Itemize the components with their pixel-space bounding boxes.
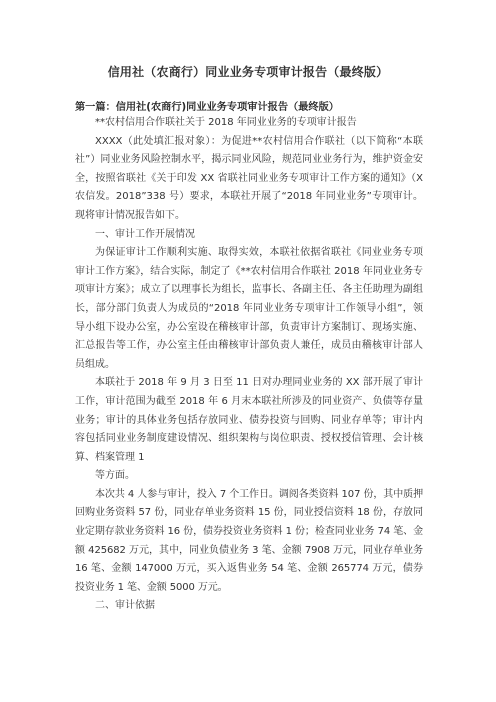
paragraph-audit-scope: 本联社于 2018 年 9 月 3 日至 11 日对办理同业业务的 XX 部开展了审计工作，审计范围为截至 2018 年 6 月末本联社所涉及的同业资产、负债等存量业务；审计的具体业务包括存放同业、债券投资与回购、同业存单等；审计内容包括同业业务制度建设情况、组织架构与岗位职责、授权授信管理、会计核算、档案管理 1 [75,377,423,463]
paragraph-audit-statistics: 本次共 4 人参与审计，投入 7 个工作日。调阅各类资料 107 份，其中质押回购业务资料 57 份，同业存单业务资料 15 份，同业授信资料 18 份，存放同业定期存款业务资料 16 份，债券投资业务资料 1 份；检查同业业务 74 笔、金额 425682 万元，其中，同业负债业务 3 笔、金额 7908 万元，同业存单业务 16 笔、金额 147000 万元，买入返售业务 54 笔、金额 265774 万元，债券投资业务 1 笔、金额 5000 万元。 [75,488,423,593]
paragraph-work-plan: 为保证审计工作顺利实施、取得实效，本联社依据省联社《同业业务专项审计工作方案》，结合实际，制定了《**农村信用合作联社 2018 年同业业务专项审计方案》；成立了以理事长为组长，监事长、各副主任、各主任助理为副组长，部分部门负责人为成员的“2018 年同业业务专项审计工作领导小组”，领导小组下设办公室，办公室设在稽核审计部，负责审计方案制订、现场实施、汇总报告等工作，办公室主任由稽核审计部负责人兼任，成员由稽核审计部人员组成。 [75,247,423,370]
report-subtitle: **农村信用合作联社关于 2018 年同业业务的专项审计报告 [95,117,357,128]
paragraph-intro: XXXX（此处填汇报对象）：为促进**农村信用合作联社（以下简称“本联社”）同业业务风险控制水平，揭示同业风险，规范同业业务行为，维护资金安全，按照省联社《关于印发 XX 省联社同业业务专项审计工作方案的通知》（X 农信发。2018”338 号）要求，本联社开展了“2018 年同业业务”专项审计。现将审计情况报告如下。 [75,135,423,221]
chapter-heading: 第一篇：信用社(农商行)同业业务专项审计报告（最终版） [75,102,339,113]
paragraph-scope-continued: 等方面。 [95,470,135,482]
section-heading-2: 二、审计依据 [95,600,155,612]
document-body [75,114,423,616]
section-heading-1: 一、审计工作开展情况 [95,228,195,240]
document-title: 信用社（农商行）同业业务专项审计报告（最终版） [107,65,389,79]
